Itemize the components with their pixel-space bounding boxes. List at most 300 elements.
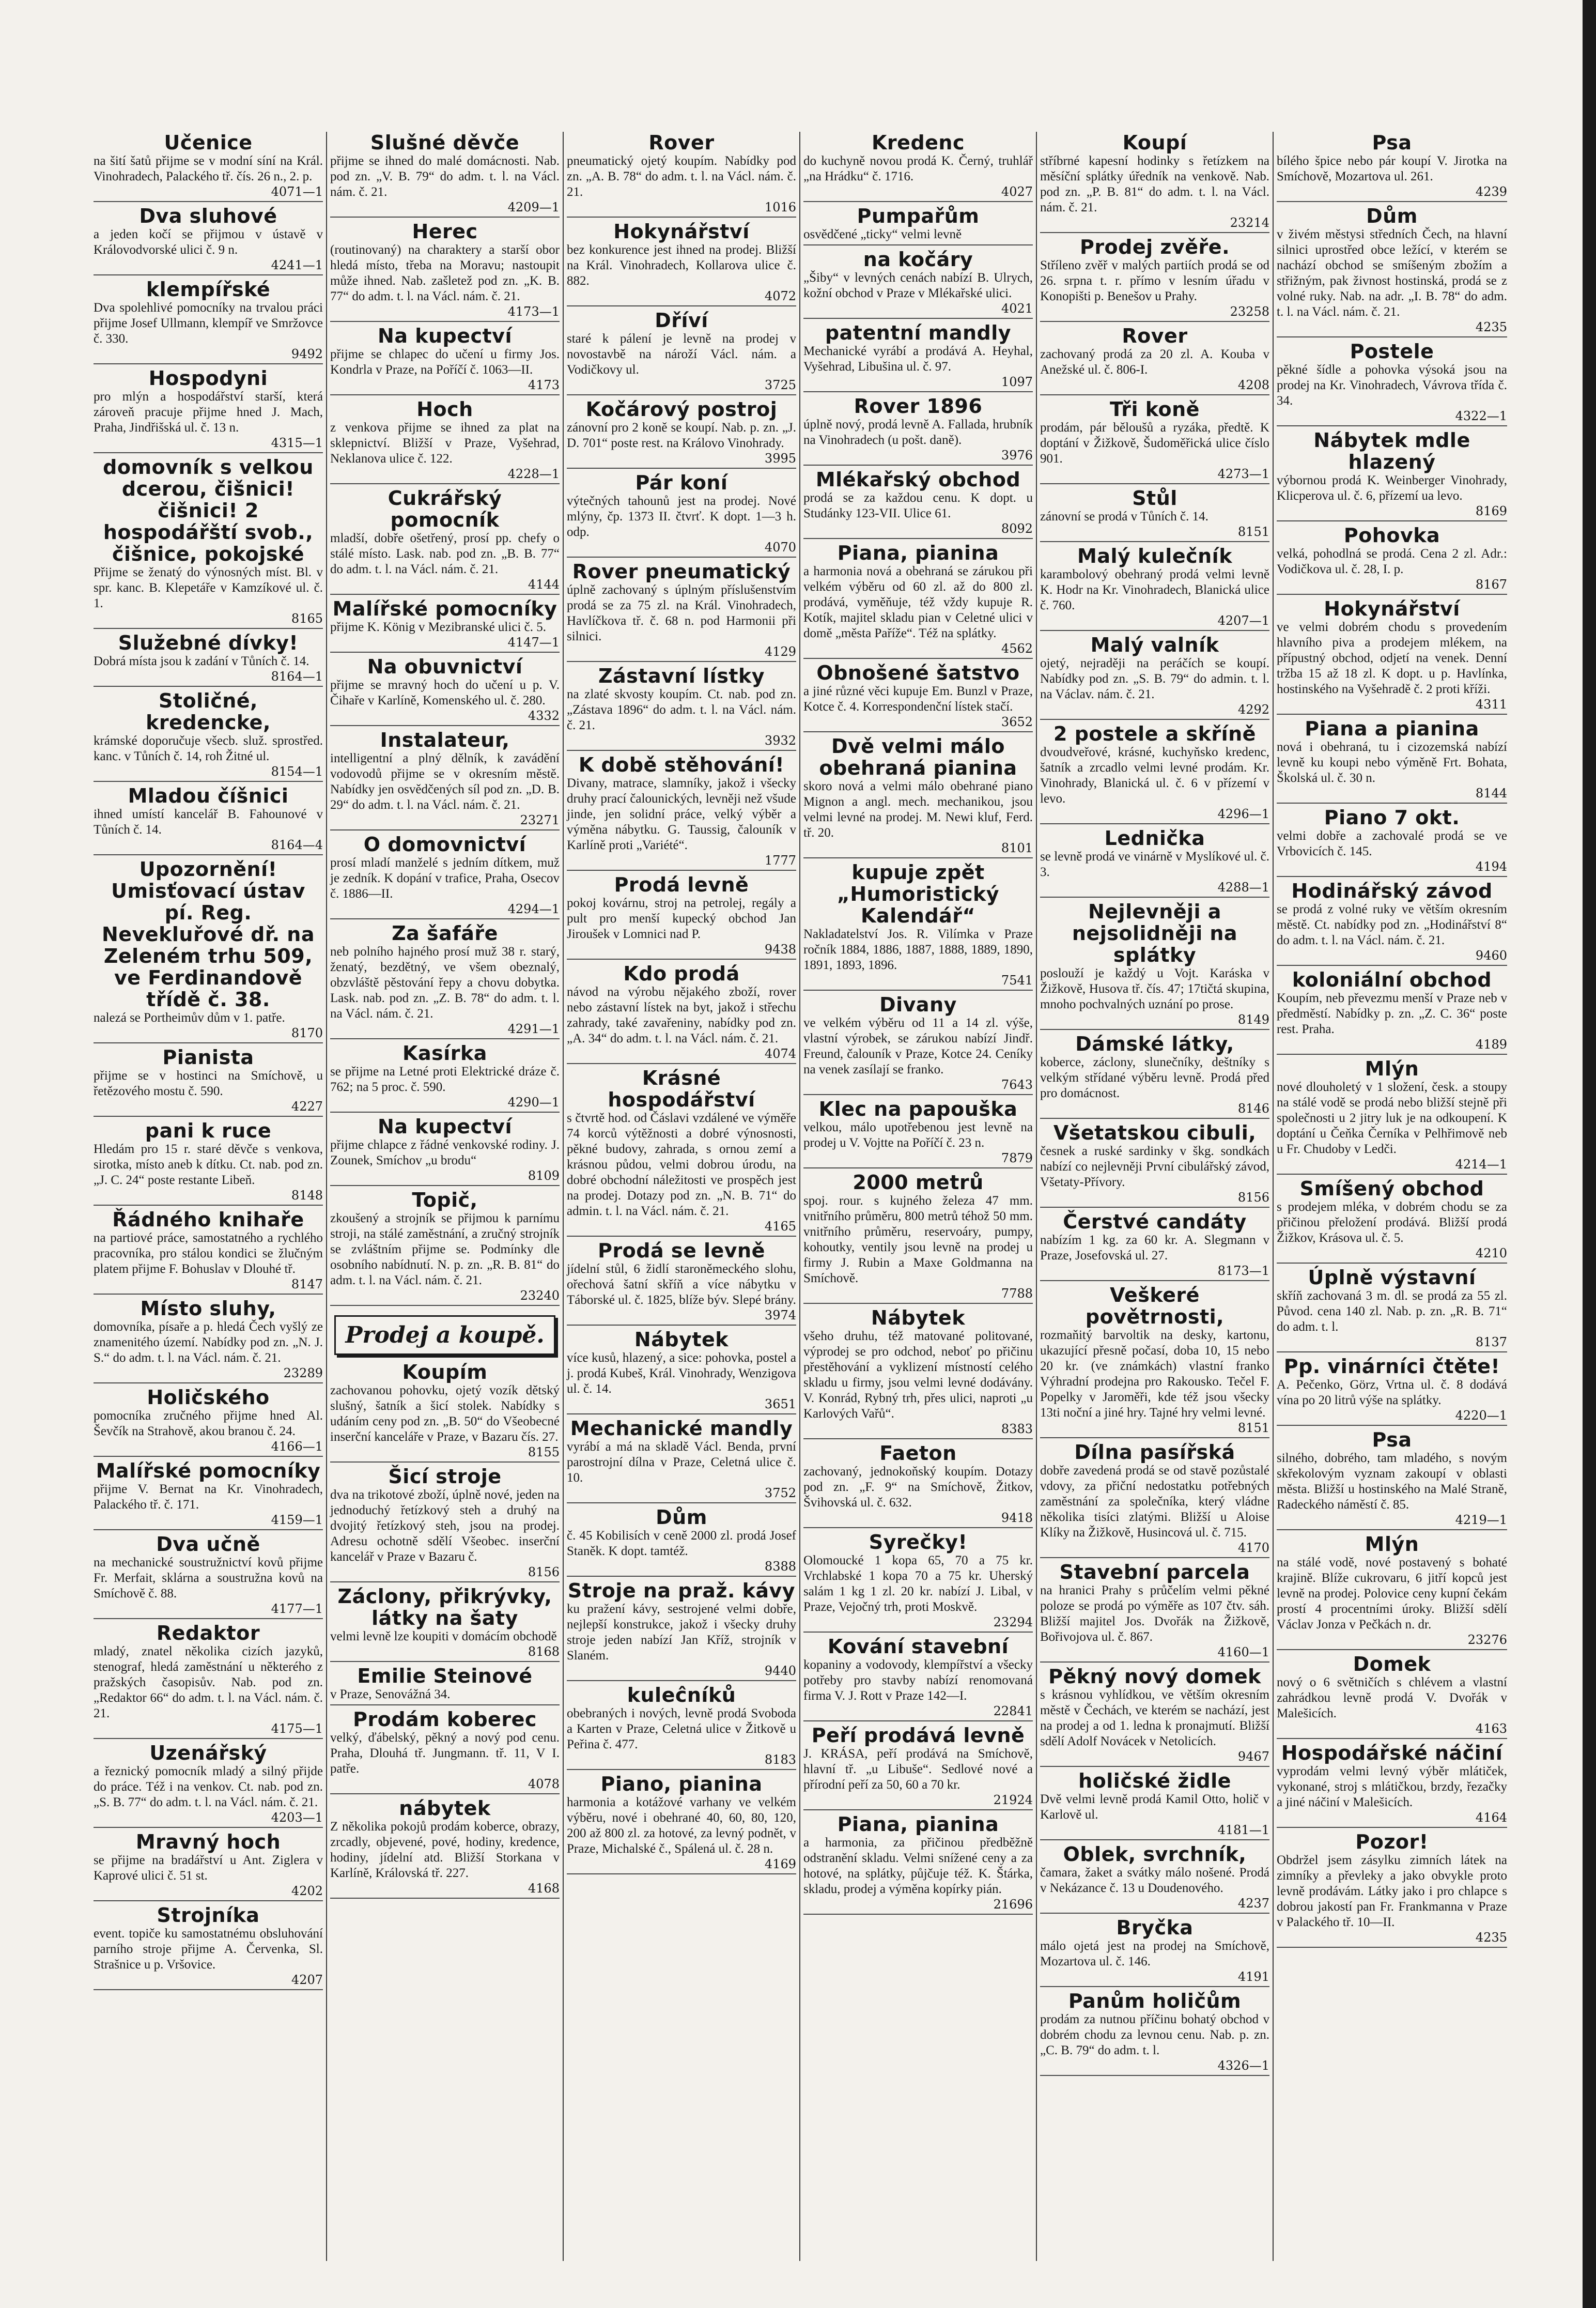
ad-code: 4159—1 xyxy=(271,1513,323,1527)
ad-code: 3651 xyxy=(764,1397,796,1411)
classified-ad xyxy=(1277,1356,1507,1426)
ad-code: 8169 xyxy=(1475,504,1507,518)
ad-code: 4207—1 xyxy=(1217,613,1269,628)
ad-code: 8170 xyxy=(291,1026,323,1040)
ad-heading: Mlýn xyxy=(1365,1533,1419,1556)
ad-heading: kuleĉníků xyxy=(627,1684,736,1706)
classified-ad xyxy=(1277,1178,1507,1264)
ad-code: 4194 xyxy=(1475,859,1507,874)
classified-ad xyxy=(803,1307,1033,1439)
ad-text: na stálé vodě, nové postavený s bohaté krajině. Blíže cukrovaru, 6 jitří kopců jest levně na prodej. Polovice ceny kupní čekám prostí 4 procentními úroky. Bližší sdělí Václav Jonza v Pečkách n. dr. xyxy=(1277,1556,1507,1632)
ad-heading: Úplně výstavní xyxy=(1308,1266,1476,1289)
ad-code: 4074 xyxy=(764,1047,796,1061)
classified-ad xyxy=(1040,1441,1269,1558)
column-1 xyxy=(90,132,327,2261)
ad-text: Z několika pokojů prodám koberce, obrazy, zrcadly, objevené, pové, hodiny, kredence, hodiny, jídelní atd. Bližší Storkana v Karlíně, Královská tř. 227. xyxy=(330,1820,560,1880)
ad-text: karambolový obehraný prodá velmi levně K. Hodr na Kr. Vinohradech, Blanická ulice č. 760. xyxy=(1040,567,1269,612)
ad-code: 8155 xyxy=(528,1445,560,1459)
classified-ad xyxy=(567,1240,796,1326)
ad-text: č. 45 Kobilisích v ceně 2000 zl. prodá Josef Staněk. K dopt. tamtéž. xyxy=(567,1529,796,1558)
classified-ad xyxy=(803,662,1033,732)
ad-heading: Mladou číšnici xyxy=(128,784,289,807)
ad-text: se přijme na bradářství u Ant. Ziglera v Kaprové ulici č. 51 st. xyxy=(94,1853,323,1883)
ad-code: 8167 xyxy=(1475,577,1507,592)
ad-code: 4027 xyxy=(1001,184,1033,199)
ad-code: 4202 xyxy=(291,1884,323,1898)
ad-text: výtečných tahounů jest na prodej. Nové mlýny, čp. 1373 II. čtvrť. K dopt. 1—3 h. odp. xyxy=(567,494,796,539)
ad-heading: Divany xyxy=(879,993,957,1016)
ad-heading: domovník s velkou dcerou, čišnici! čišnici! 2 hospodářští svob., čišnice, pokojské xyxy=(103,456,314,565)
ad-heading: Dámské látky, xyxy=(1075,1033,1234,1055)
classified-ad xyxy=(803,205,1033,245)
classified-ad xyxy=(1277,598,1507,715)
ad-heading: Holičského xyxy=(147,1386,270,1409)
ad-heading: Hospodářské náčiní xyxy=(1281,1742,1503,1764)
ad-code: 4181—1 xyxy=(1217,1823,1269,1837)
classified-ad xyxy=(94,858,323,1043)
ad-text: se levně prodá ve vinárně v Myslíkové ul. č. 3. xyxy=(1040,850,1269,879)
classified-ad xyxy=(94,1460,323,1530)
classified-ad xyxy=(330,729,560,830)
ad-heading: Učenice xyxy=(164,132,253,154)
classified-ad xyxy=(1277,1533,1507,1650)
ad-heading: Koupím xyxy=(402,1361,488,1383)
ad-code: 4332 xyxy=(528,709,560,723)
ad-heading: Malý valník xyxy=(1090,634,1219,656)
ad-text: a harmonia, za přičinou předběžně odstranění skladu. Velmi snížené ceny a za hotové, na splátky, půjčuje též. K. Štárka, skladu, prodej a výměna kopírky pián. xyxy=(803,1836,1033,1896)
ad-code: 8388 xyxy=(764,1559,796,1574)
ad-text: do kuchyně novou prodá K. Černý, truhlář „na Hrádku“ č. 1716. xyxy=(803,154,1033,183)
ad-text: přijme se ihned do malé domácnosti. Nab. pod zn. „V. B. 79“ do adm. t. l. na Václ. nám. č. 21. xyxy=(330,154,560,199)
ad-code: 4315—1 xyxy=(271,436,323,450)
ad-text: pneumatický ojetý koupím. Nabídky pod zn. „A. B. 78“ do adm. t. l. na Václ. nám. č. 21. xyxy=(567,154,796,199)
classified-ad xyxy=(567,1067,796,1237)
ad-code: 7788 xyxy=(1001,1286,1033,1301)
classified-ad xyxy=(94,1298,323,1383)
ad-heading: Mlékařský obchod xyxy=(815,468,1021,491)
ad-heading: Nábytek mdle hlazený xyxy=(1313,429,1470,473)
ad-text: dva na trikotové zboží, úplně nové, jeden na jednoduchý řetízkový steh a druhý na dvojitý řetízkový steh, jsou na prodej. Adresu ochotně sdělí Všeobec. inserční kancelář v Praze v Bazaru č. xyxy=(330,1488,560,1564)
classified-ad xyxy=(330,1116,560,1186)
ad-heading: O domovnictví xyxy=(363,833,526,856)
ad-heading: Za šafáře xyxy=(392,922,498,945)
ad-heading: Klec na papouška xyxy=(818,1098,1018,1120)
ad-text: ku pražení kávy, sestrojené velmi dobře, nejlepší konstrukce, jakož i všecky druhy stroje jeden nabízí Jan Kříž, strojník v Slaném. xyxy=(567,1602,796,1663)
classified-ad xyxy=(330,487,560,595)
ad-heading: Prodá se levně xyxy=(598,1239,765,1262)
classified-ad xyxy=(803,1442,1033,1528)
ad-text: pomocníka zručného přijme hned Al. Ševčík na Strahově, akou branou č. 24. xyxy=(94,1409,323,1438)
ad-text: zachovaný, jednokoňský koupím. Dotazy pod zn. „F. 9“ na Smíchově, Žitkov, Švihovská ul. č. 632. xyxy=(803,1465,1033,1510)
ad-heading: Oblek, svrchník, xyxy=(1063,1843,1247,1866)
ad-code: 4326—1 xyxy=(1217,2058,1269,2073)
classified-ad xyxy=(1277,341,1507,426)
ad-text: výbornou prodá K. Weinberger Vinohrady, Klicperova ul. č. 6, přízemí ua levo. xyxy=(1277,473,1507,503)
ad-code: 3652 xyxy=(1001,715,1033,729)
ad-code: 8109 xyxy=(528,1168,560,1183)
classified-ad xyxy=(1040,1561,1269,1663)
ad-heading: Hodinářský závod xyxy=(1291,880,1493,902)
classified-ad xyxy=(567,398,796,469)
classified-ad xyxy=(330,656,560,726)
ad-code: 4296—1 xyxy=(1217,807,1269,821)
ad-heading: Upozornění! Umisťovací ústav pí. Reg. Nevekluřové dř. na Zeleném trhu 509, ve Ferdinandově třídě č. 38. xyxy=(102,858,315,1011)
classified-ad xyxy=(567,472,796,558)
classified-ad xyxy=(94,205,323,275)
ad-heading: Piano 7 okt. xyxy=(1324,806,1460,829)
ad-heading: Uzenářský xyxy=(149,1742,267,1764)
ad-code: 8146 xyxy=(1237,1101,1269,1116)
classified-columns xyxy=(90,132,1511,2261)
ad-text: spoj. rour. s kujného železa 47 mm. vnitřního průměru, 800 metrů téhož 50 mm. vnitřního průměru, reservoáry, pumpy, kohoutky, ventily jsou levně na prodej u firmy J. Rubin a Maxe Goldmanna na Smíchově. xyxy=(803,1194,1033,1285)
ad-heading: Hoch xyxy=(416,398,473,421)
ad-text: vyprodám velmi levný výběr mlátiček, vykonané, stroj s mlátičkou, brzdy, řezačky a jiné náčiní v Malešicích. xyxy=(1277,1764,1507,1809)
ad-code: 8154—1 xyxy=(271,764,323,779)
ad-text: bílého špice nebo pár koupí V. Jirotka na Smíchově, Mozartova ul. 261. xyxy=(1277,154,1507,183)
ad-code: 4170 xyxy=(1237,1541,1269,1555)
classified-ad xyxy=(803,395,1033,466)
ad-heading: Lednička xyxy=(1104,827,1205,850)
ad-code: 21924 xyxy=(993,1793,1033,1807)
classified-ad xyxy=(1040,1033,1269,1119)
ad-text: z venkova přijme se ihned za plat na sklepnictví. Bližší v Praze, Vyšehrad, Neklanova ulice č. 122. xyxy=(330,421,560,466)
ad-code: 4291—1 xyxy=(507,1022,560,1036)
ad-heading: Bryčka xyxy=(1116,1916,1194,1939)
ad-code: 8092 xyxy=(1001,521,1033,536)
ad-code: 23276 xyxy=(1467,1633,1507,1647)
ad-heading: Dvě velmi málo obehraná pianina xyxy=(819,735,1017,779)
ad-heading: Piana, pianina xyxy=(837,1813,999,1836)
ad-code: 9467 xyxy=(1237,1749,1269,1764)
ad-code: 4160—1 xyxy=(1217,1645,1269,1659)
classified-ad xyxy=(330,1665,560,1705)
classified-ad xyxy=(567,874,796,960)
ad-text: v Praze, Senovážná 34. xyxy=(330,1687,451,1701)
ad-text: kopaniny a vodovody, klempířství a všecky potřeby pro stavby nabízí renomovaná firma V. J. Rott v Praze 142—I. xyxy=(803,1658,1033,1703)
classified-ad xyxy=(94,1904,323,1990)
ad-text: velmi levně lze koupiti v domácím obchodě xyxy=(330,1629,557,1643)
column-6 xyxy=(1274,132,1510,2261)
classified-ad xyxy=(1040,132,1269,233)
classified-ad xyxy=(1040,1122,1269,1208)
ad-code: 4241—1 xyxy=(271,258,323,272)
classified-ad xyxy=(567,1506,796,1577)
ad-text: krámské doporučuje všecb. služ. sprostřed. kanc. v Tůních č. 14, roh Žitné ul. xyxy=(94,734,323,763)
ad-code: 8164—1 xyxy=(271,669,323,684)
classified-ad xyxy=(803,1531,1033,1633)
ad-code: 4235 xyxy=(1475,320,1507,334)
ad-text: harmonia a kotážové varhany ve velkém výběru, nové i obehrané 40, 60, 80, 120, 200 až 800 zl. za hotové, za levný podnět, v Praze, Michalské č., Spálená ul. č. 28 n. xyxy=(567,1795,796,1856)
ad-text: více kusů, hlazený, a sice: pohovka, postel a j. prodá Kubeš, Král. Vinohrady, Wenzigova ul. č. 14. xyxy=(567,1351,796,1396)
ad-text: nové dlouholetý v 1 složení, česk. a stoupy na stálé vodě se prodá nebo bližší stejně při společnosti u 2 jitry luk je na odkoupení. K doptání u Čeňka Černíka v Pelhřimově neb u Fr. Chudoby v Ledči. xyxy=(1277,1080,1507,1156)
ad-heading: Postele xyxy=(1350,340,1434,363)
ad-text: velká, pohodlná se prodá. Cena 2 zl. Adr.: Vodičkova ul. č. 28, I. p. xyxy=(1277,547,1507,576)
ad-heading: Rover 1896 xyxy=(854,395,983,418)
classified-ad xyxy=(1040,398,1269,484)
classified-ad xyxy=(94,1387,323,1457)
ad-heading: Psa xyxy=(1372,1428,1412,1451)
ad-code: 4273—1 xyxy=(1217,467,1269,481)
ad-heading: Veškeré povětrnosti, xyxy=(1085,1284,1225,1328)
ad-code: 4210 xyxy=(1475,1246,1507,1260)
ad-code: 8151 xyxy=(1237,1421,1269,1435)
classified-ad xyxy=(1040,236,1269,322)
classified-ad xyxy=(94,456,323,629)
classified-ad xyxy=(330,1797,560,1899)
ad-code: 4147—1 xyxy=(507,635,560,650)
ad-text: (routinovaný) na charaktery a starší obor hledá místo, třeba na Moravu; nastoupit může ihned. Nab. zašletež pod zn. „K. B. 77“ do adm. t. l. na Václ. nám. č. 21. xyxy=(330,243,560,303)
classified-ad xyxy=(330,132,560,218)
classified-ad xyxy=(1277,1267,1507,1352)
column-4 xyxy=(800,132,1037,2261)
ad-text: úplně zachovaný s úplným příslušenstvím prodá se za 75 zl. na Král. Vinohradech, Havlíčkova tř. č. 68 n. pod Harmonii při silnici. xyxy=(567,583,796,643)
classified-ad xyxy=(330,834,560,919)
scan-edge xyxy=(1583,0,1596,2308)
ad-code: 4191 xyxy=(1237,1970,1269,1984)
ad-heading: Pěkný nový domek xyxy=(1048,1665,1261,1688)
classified-ad xyxy=(94,1047,323,1117)
classified-ad xyxy=(567,665,796,751)
classified-ad xyxy=(1040,1284,1269,1438)
classified-ad xyxy=(94,279,323,364)
ad-heading: Stoličné, kredencke, xyxy=(146,689,271,734)
ad-heading: Dílna pasířská xyxy=(1074,1441,1235,1464)
ad-text: bez konkurence jest ihned na prodej. Bližší na Král. Vinohradech, Kollarova ulice č. 882. xyxy=(567,243,796,288)
classified-ad xyxy=(803,322,1033,392)
ad-code: 4311 xyxy=(1475,697,1507,712)
classified-ad xyxy=(330,922,560,1039)
ad-heading: Stůl xyxy=(1132,487,1177,510)
ad-heading: holičské židle xyxy=(1078,1770,1231,1792)
classified-ad xyxy=(567,963,796,1064)
ad-code: 8137 xyxy=(1475,1335,1507,1349)
classified-ad xyxy=(803,1725,1033,1810)
ad-heading: Piano, pianina xyxy=(600,1773,763,1795)
column-5 xyxy=(1037,132,1274,2261)
ad-heading: Hokynářství xyxy=(613,220,750,243)
ad-code: 4322—1 xyxy=(1455,409,1507,423)
ad-text: nový o 6 světničích s chlévem a vlastní zahrádkou levně prodá V. Dvořák v Malešicích. xyxy=(1277,1675,1507,1720)
ad-text: silného, dobrého, tam mladého, s novým skřekolovým vyznam zakoupí v oblasti města. Bližší u hostinského na Malé Straně, Radeckého náměstí č. 85. xyxy=(1277,1451,1507,1512)
classified-ad xyxy=(330,1586,560,1662)
classified-ad xyxy=(1277,1831,1507,1948)
ad-text: mladší, dobře ošetřený, prosí pp. chefy o stálé místo. Lask. nab. pod zn. „B. B. 77“ do adm. t. l. na Václ. nám. č. 21. xyxy=(330,531,560,576)
ad-code: 4144 xyxy=(528,577,560,592)
ad-heading: Malý kulečník xyxy=(1077,545,1232,567)
ad-code: 1777 xyxy=(764,853,796,868)
classified-ad xyxy=(94,1209,323,1295)
ad-code: 1016 xyxy=(764,200,796,214)
ad-code: 8183 xyxy=(764,1752,796,1767)
ad-code: 4173—1 xyxy=(507,304,560,319)
classified-ad xyxy=(1040,1843,1269,1914)
ad-code: 8149 xyxy=(1237,1012,1269,1027)
ad-text: Olomoucké 1 kopa 65, 70 a 75 kr. Vrchlabské 1 kopa 70 a 75 kr. Uherský salám 1 kg 1 zl. 20 kr. nabízí J. Libal, v Praze, Vejočný trh, proti Moskvě. xyxy=(803,1553,1033,1614)
ad-text: intelligentní a plný dělník, k zavádění vodovodů přijme se v okresním městě. Nabídky jen osvědčených síl pod zn. „D. B. 29“ do adm. t. l. na Václ. nám. č. 21. xyxy=(330,751,560,812)
ad-heading: Cukrářský pomocník xyxy=(388,487,502,531)
ad-text: pěkné šídle a pohovka výsoká jsou na prodej na Kr. Vinohradech, Vávrova třída č. 34. xyxy=(1277,363,1507,408)
ad-text: osvědčené „ticky“ velmi levně xyxy=(803,227,962,241)
ad-text: všeho druhu, též matované politované, výprodej se pro odchod, neboť po přičinu přestěhování a vyklizení místností celého skladu u firmy, jsou velmi levné dodávány. V. Konrád, Rybný trh, přes ulici, naproti „u Karlových Vařů“. xyxy=(803,1329,1033,1421)
classified-ad xyxy=(567,1580,796,1681)
classified-ad xyxy=(94,367,323,453)
ad-heading: Rover xyxy=(648,132,715,154)
classified-ad xyxy=(803,1636,1033,1721)
ad-code: 4177—1 xyxy=(271,1602,323,1616)
ad-code: 4288—1 xyxy=(1217,880,1269,895)
ad-heading: Kasírka xyxy=(402,1042,487,1065)
ad-code: 8147 xyxy=(291,1277,323,1291)
ad-heading: koloniální obchod xyxy=(1292,968,1492,991)
ad-heading: Kočárový postroj xyxy=(585,398,778,421)
ad-code: 4208 xyxy=(1237,378,1269,392)
classified-ad xyxy=(330,1709,560,1794)
classified-ad xyxy=(1277,132,1507,202)
ad-code: 8156 xyxy=(1237,1190,1269,1205)
ad-code: 23214 xyxy=(1230,216,1269,230)
classified-ad xyxy=(1040,325,1269,395)
ad-text: poslouží je každý u Vojt. Karáska v Žižkově, Husova tř. čís. 47; 17tičtá skupina, mnoho pochvalných uznání po prose. xyxy=(1040,966,1269,1011)
ad-text: Dva spolehlivé pomocníky na trvalou práci přijme Josef Ullmann, klempíř ve Smržovce č. 330. xyxy=(94,301,323,346)
ad-text: úplně nový, prodá levně A. Fallada, hrubník na Vinohradech (u pošt. daně). xyxy=(803,418,1033,447)
ad-text: mladý, znatel několika cizích jazyků, stenograf, hledá zaměstnání u některého z pražských časopisův. Nab. pod zn. „Redaktor 66“ do adm. t. l. na Václ. nám. č. 21. xyxy=(94,1644,323,1720)
ad-text: vyrábí a má na skladě Václ. Benda, první parostrojní dílna v Praze, Celetná ulice č. 10. xyxy=(567,1440,796,1485)
ad-heading: Faeton xyxy=(879,1442,957,1465)
ad-code: 4220—1 xyxy=(1455,1408,1507,1423)
ad-text: Koupím, neb převezmu menší v Praze neb v předměstí. Nabídky p. zn. „Z. C. 36“ poste rest. Praha. xyxy=(1277,991,1507,1036)
ad-text: zánovní pro 2 koně se koupí. Nab. p. zn. „J. D. 701“ poste rest. na Královo Vinohrady. xyxy=(567,421,796,450)
ad-text: prodá se za každou cenu. K dopt. u Studánky 123-VII. Ulice 61. xyxy=(803,491,1033,520)
ad-code: 21696 xyxy=(993,1897,1033,1912)
ad-heading: Kdo prodá xyxy=(623,962,740,985)
ad-code: 4214—1 xyxy=(1455,1157,1507,1172)
classified-ad xyxy=(1277,1429,1507,1530)
ad-heading: pani k ruce xyxy=(145,1119,272,1142)
classified-ad xyxy=(567,132,796,218)
ad-code: 4294—1 xyxy=(507,902,560,916)
ad-heading: K době stěhování! xyxy=(578,753,785,776)
ad-text: rozmaňitý barvoltik na desky, kartonu, ukazující přesně počasí, doba 10, 15 nebo 20 kr. (ve známkách) vlastní franko Výhradní prodejna pro Rakousko. Tečel F. Popelky v Jaroměři, kde též jsou všecky 13ti noční a jiné hry. Tajné hry velmi levné. xyxy=(1040,1328,1269,1420)
ad-text: nabízím 1 kg. za 60 kr. A. Slegmann v Praze, Josefovská ul. 27. xyxy=(1040,1233,1269,1263)
ad-heading: Rover xyxy=(1122,325,1188,347)
classified-ad xyxy=(94,132,323,202)
ad-heading: Stroje na praž. kávy xyxy=(567,1579,796,1602)
classified-ad xyxy=(567,1329,796,1414)
ad-text: Obdržel jsem zásylku zimních látek na zimníky a převleky a jako obvykle proto levně prodávám. Látky jako i pro chlapce s dobrou jakostí pan Fr. Frankmanna v Praze v Palackého tř. 10—II. xyxy=(1277,1853,1507,1929)
ad-code: 9440 xyxy=(764,1664,796,1678)
ad-heading: Mechanické mandly xyxy=(570,1417,793,1440)
ad-text: koberce, záclony, slunečníky, deštníky s velkým střídané výběru levně. Prodá před pro domácnost. xyxy=(1040,1055,1269,1100)
ad-text: s čtvrtě hod. od Čáslavi vzdálené ve výměře 74 korců výtěžnosti a dobré výnosnosti, pěkné budovy, zahrada, s ornou zemí a krásnou půdou, velmi dobrou úrodu, na dobré obchodní náležitosti ve prospěch jest na prodej. Dotazy pod zn. „N. B. 71“ do admin. t. l. na Václ. nám. č. 21. xyxy=(567,1111,796,1218)
ad-code: 8101 xyxy=(1001,841,1033,855)
ad-heading: Šicí stroje xyxy=(388,1465,502,1488)
ad-text: a jeden kočí se přijmou v ústavě v Královodvorské ulici č. 9 n. xyxy=(94,227,323,257)
classified-ad xyxy=(567,1684,796,1770)
classified-ad xyxy=(330,1466,560,1582)
ad-heading: Pp. vinárníci čtěte! xyxy=(1283,1355,1500,1378)
ad-code: 4021 xyxy=(1001,301,1033,316)
ad-text: ve velkém výběru od 11 a 14 zl. výše, vlastní výrobek, se zárukou nabízí Jindř. Freund, čalouník v Praze, Kotce 24. Ceníky na venek zasílají se franko. xyxy=(803,1016,1033,1076)
ad-heading: Mlýn xyxy=(1365,1057,1419,1080)
ad-text: Přijme se ženatý do výnosných míst. Bl. v spr. kanc. B. Klepetáře v Kamzíkové ul. č. 1. xyxy=(94,565,323,610)
ad-text: zachovanou pohovku, ojetý vozík dětský slušný, šatník a šicí stolek. Nabídky s udáním ceny pod zn. „B. 50“ do Všeobecné inserční kanceláře v Praze, v Bazaru čís. 27. xyxy=(330,1383,560,1444)
ad-text: málo ojetá jest na prodej na Smíchově, Mozartova ul. č. 146. xyxy=(1040,1939,1269,1968)
ad-text: Stříleno zvěř v malých partiích prodá se od 26. srpna t. r. přímo v lesním úřadu v Konopišti p. Benešov u Prahy. xyxy=(1040,258,1269,303)
ad-text: skříň zachovaná 3 m. dl. se prodá za 55 zl. Původ. cena 140 zl. Nab. p. zn. „R. B. 71“ do adm. t. l. xyxy=(1277,1289,1507,1334)
ad-text: přijme se mravný hoch do učení u p. V. Čihaře v Karlíně, Komenského ul. č. 280. xyxy=(330,678,560,707)
ad-text: domovníka, písaře a p. hledá Čech vyšlý ze znamenitého území. Nabídky pod zn. „N. J. S.“ do adm. t. l. na Václ. nám. č. 21. xyxy=(94,1320,323,1365)
ad-heading: 2000 metrů xyxy=(853,1171,984,1194)
classified-ad xyxy=(803,542,1033,659)
ad-code: 23240 xyxy=(520,1288,560,1303)
ad-code: 8144 xyxy=(1475,786,1507,801)
ad-heading: Pohovka xyxy=(1343,524,1440,547)
ad-code: 4228—1 xyxy=(507,467,560,481)
ad-text: A. Pečenko, Görz, Vrtna ul. č. 8 dodává vína po 20 litrů výše na splátky. xyxy=(1277,1378,1507,1407)
ad-heading: Čerstvé candáty xyxy=(1063,1210,1247,1233)
ad-text: přijme K. König v Mezibranské ulici č. 5. xyxy=(330,620,546,634)
classified-ad xyxy=(94,1742,323,1828)
classified-ad xyxy=(330,398,560,484)
classified-ad xyxy=(330,1361,560,1463)
ad-text: Hledám pro 15 r. staré děvče s venkova, sirotka, místo aneb k dítku. Ct. nab. pod zn. „J. C. 24“ poste restante Libeň. xyxy=(94,1142,323,1187)
classified-ad xyxy=(803,1813,1033,1915)
classified-ad xyxy=(1040,1770,1269,1840)
ad-code: 4219—1 xyxy=(1455,1513,1507,1527)
ad-heading: Domek xyxy=(1353,1653,1431,1675)
ad-heading: Služebné dívky! xyxy=(118,632,299,654)
ad-text: návod na výrobu nějakého zboží, rover nebo zástavní lístek na byt, jakož i střechu zahrady, také zavařeniny, nabídky pod zn. „A. 34“ do adm. t. l. na Václ. nám. č. 21. xyxy=(567,985,796,1045)
ad-heading: Řádného knihaře xyxy=(112,1208,304,1231)
classified-ad xyxy=(94,1622,323,1739)
ad-heading: Prodej zvěře. xyxy=(1079,236,1230,258)
ad-heading: Strojníka xyxy=(157,1904,260,1927)
ad-heading: Emilie Steinové xyxy=(357,1665,533,1687)
ad-heading: Dříví xyxy=(655,309,708,332)
ad-code: 3932 xyxy=(764,733,796,748)
ad-text: J. KRÁSA, peří prodává na Smíchově, hlavní tř. „u Libuše“. Sedlové nové a přírodní peří za 50, 60 a 70 kr. xyxy=(803,1747,1033,1792)
ad-text: se přijme na Letné proti Elektrické dráze č. 762; na 5 proc. č. 590. xyxy=(330,1065,560,1094)
ad-text: jídelní stůl, 6 židlí staroněmeckého slohu, ořechová šatní skříň a více nábytku v Táborské ul. č. 1825, blíže býv. Slepé brány. xyxy=(567,1262,796,1307)
ad-text: zachovaný prodá za 20 zl. A. Kouba v Anežské ul. č. 806-I. xyxy=(1040,347,1269,377)
ad-text: velmi dobře a zachovalé prodá se ve Vrbovicích č. 145. xyxy=(1277,829,1507,858)
column-3 xyxy=(564,132,800,2261)
ad-heading: Redaktor xyxy=(156,1622,260,1644)
classified-ad xyxy=(803,861,1033,991)
ad-text: nová i obehraná, tu i cizozemská nabízí levně ku koupi nebo výměně Frt. Bohata, Školská ul. č. 30 n. xyxy=(1277,740,1507,785)
ad-text: velký, ďábelský, pěkný a nový pod cenu. Praha, Dlouhá tř. Jungmann. tř. 11, V I. patře. xyxy=(330,1731,560,1776)
classified-ad xyxy=(1040,545,1269,631)
classified-ad xyxy=(330,1042,560,1113)
ad-code: 23258 xyxy=(1230,304,1269,319)
ad-text: prosí mladí manželé s jedním dítkem, muž je zedník. K dopání v trafice, Praha, Osecov č. 1886—II. xyxy=(330,856,560,901)
ad-code: 4165 xyxy=(764,1219,796,1234)
ad-heading: Prodá levně xyxy=(614,873,749,896)
ad-text: Divany, matrace, slamníky, jakož i všecky druhy prací čalounických, levněji než všude jinde, jen solidní práce, velký výběr a výměna nábytku. G. Taussig, čalouník v Karlíně proti „Variété“. xyxy=(567,776,796,852)
ad-heading: Pár koní xyxy=(635,471,728,494)
ad-code: 7643 xyxy=(1001,1078,1033,1092)
ad-text: prodám, pár běloušů a ryzáka, předtě. K doptání v Žižkově, Šudoměřická ulice číslo 901. xyxy=(1040,421,1269,466)
ad-code: 4164 xyxy=(1475,1810,1507,1825)
classified-ad xyxy=(330,1189,560,1306)
classified-ad xyxy=(1277,525,1507,595)
ad-heading: Všetatskou cibuli, xyxy=(1053,1121,1257,1144)
ad-text: s krásnou vyhlídkou, ve větším okresním městě v Čechách, ve kterém se nachází, jest na prodej a od 1. ledna k pronajmutí. Bližší sdělí Adolf Novácek v Netolicích. xyxy=(1040,1688,1269,1748)
ad-code: 4071—1 xyxy=(271,184,323,199)
ad-text: na mechanické soustružnictví kovů přijme Fr. Merfait, sklárna a soustružna kovů na Smíchově č. 88. xyxy=(94,1556,323,1601)
ad-text: s prodejem mléka, v dobrém chodu se za přičinou přeložení prodává. Bližší prodá Žižkov, Krásova ul. č. 5. xyxy=(1277,1200,1507,1245)
column-2 xyxy=(327,132,564,2261)
